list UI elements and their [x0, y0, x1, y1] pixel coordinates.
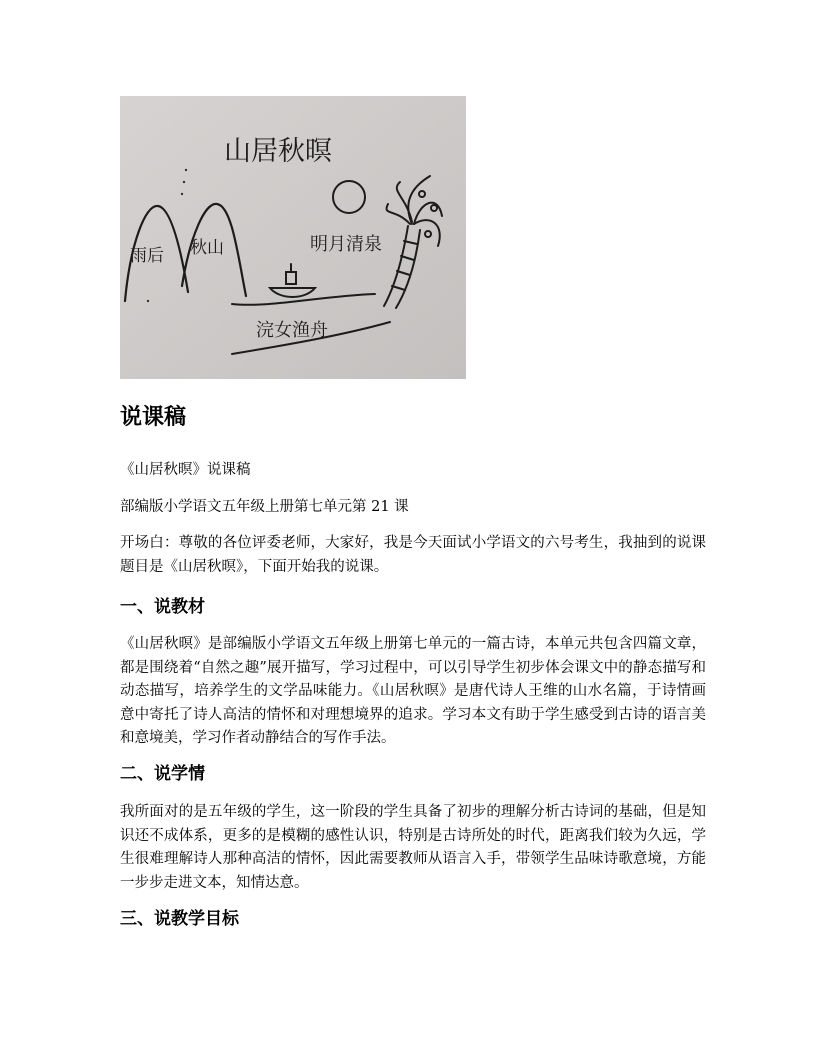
opening-paragraph: 开场白：尊敬的各位评委老师，大家好，我是今天面试小学语文的六号考生，我抽到的说课题目是《山居秋暝》，下面开始我的说课。 [120, 535, 706, 575]
label-after-rain: 雨后 [130, 246, 164, 266]
label-autumn-mountain: 秋山 [190, 238, 224, 258]
section-heading-objectives: 三、说教学目标 [120, 909, 239, 929]
section-heading-students: 二、说学情 [120, 764, 205, 784]
section-heading-textbook: 一、说教材 [120, 597, 205, 617]
document-title: 说课稿 [120, 405, 187, 430]
label-washer-boat: 浣女渔舟 [256, 320, 328, 341]
sketch-drawing [120, 96, 466, 379]
label-moon-spring: 明月清泉 [310, 234, 382, 255]
section-body-students: 我所面对的是五年级的学生，这一阶段的学生具备了初步的理解分析古诗词的基础，但是知识还不成体系，更多的是模糊的感性认识，特别是古诗所处的时代，距离我们较为久远，学生很难理解诗人那种高洁的情怀，因此需要教师从语言入手，带领学生品味诗歌意境，方能一步步走进文本，知情达意。 [120, 804, 706, 891]
section-body-textbook: 《山居秋暝》是部编版小学语文五年级上册第七单元的一篇古诗，本单元共包含四篇文章，都是围绕着“自然之趣”展开描写，学习过程中，可以引导学生初步体会课文中的静态描写和动态描写，培养学生的文学品味能力。《山居秋暝》是唐代诗人王维的山水名篇，于诗情画意中寄托了诗人高洁的情怀和对理想境界的追求。学习本文有助于学生感受到古诗的语言美和意境美，学习作者动静结合的写作手法。 [120, 636, 706, 746]
hand-drawn-sketch-image [120, 96, 466, 379]
course-info: 部编版小学语文五年级上册第七单元第 21 课 [120, 499, 409, 515]
sketch-title-text: 山居秋暝 [224, 136, 332, 167]
lesson-subtitle: 《山居秋暝》说课稿 [120, 462, 251, 478]
